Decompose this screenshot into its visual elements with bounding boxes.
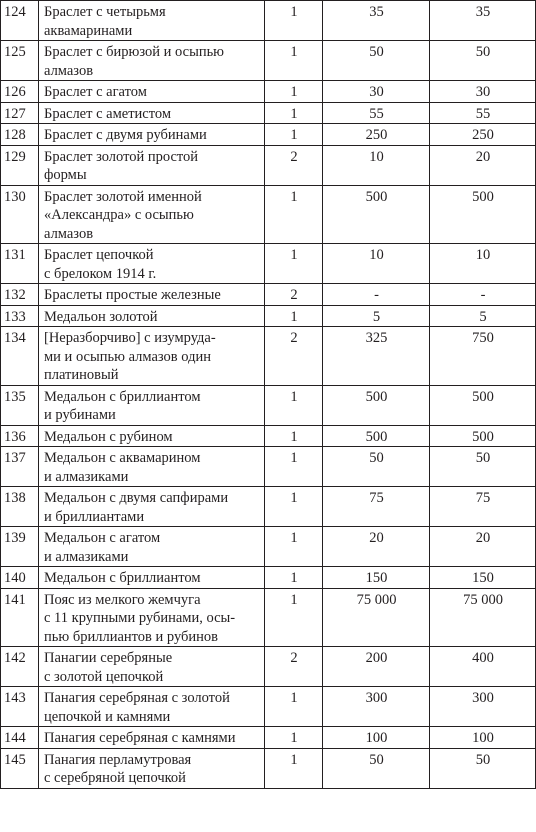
item-number-cell: 133 <box>1 305 39 327</box>
unit-price-cell: 75 <box>323 487 430 527</box>
unit-price-cell: 35 <box>323 1 430 41</box>
quantity-cell: 1 <box>265 527 323 567</box>
quantity-cell: 1 <box>265 447 323 487</box>
quantity-cell: 1 <box>265 748 323 788</box>
quantity-cell: 1 <box>265 385 323 425</box>
unit-price-cell: 50 <box>323 447 430 487</box>
quantity-cell: 1 <box>265 81 323 103</box>
total-price-cell: 300 <box>430 687 536 727</box>
item-number-cell: 124 <box>1 1 39 41</box>
total-price-cell: 50 <box>430 447 536 487</box>
quantity-cell: 1 <box>265 185 323 244</box>
item-name-cell: Пояс из мелкого жемчуга с 11 крупными рубинами, осы- пью бриллиантов и рубинов <box>39 588 265 647</box>
item-number-cell: 132 <box>1 284 39 306</box>
total-price-cell: 500 <box>430 425 536 447</box>
unit-price-cell: 500 <box>323 385 430 425</box>
item-name-cell: Браслет с аметистом <box>39 102 265 124</box>
item-name-cell: Медальон с бриллиантом и рубинами <box>39 385 265 425</box>
item-number-cell: 130 <box>1 185 39 244</box>
unit-price-cell: 150 <box>323 567 430 589</box>
unit-price-cell: 500 <box>323 185 430 244</box>
inventory-table-body <box>1 1 536 789</box>
item-number-cell: 145 <box>1 748 39 788</box>
total-price-cell: 250 <box>430 124 536 146</box>
item-name-cell: Медальон с рубином <box>39 425 265 447</box>
quantity-cell: 1 <box>265 305 323 327</box>
total-price-cell: 5 <box>430 305 536 327</box>
item-number-cell: 141 <box>1 588 39 647</box>
item-name-cell: Медальон золотой <box>39 305 265 327</box>
table-row <box>1 487 536 527</box>
item-name-cell: Медальон с агатом и алмазиками <box>39 527 265 567</box>
unit-price-cell: 50 <box>323 41 430 81</box>
quantity-cell: 1 <box>265 487 323 527</box>
item-name-cell: Панагия серебряная с камнями <box>39 727 265 749</box>
table-row <box>1 447 536 487</box>
unit-price-cell: 325 <box>323 327 430 386</box>
unit-price-cell: 5 <box>323 305 430 327</box>
item-name-cell: Браслет с агатом <box>39 81 265 103</box>
table-row <box>1 687 536 727</box>
total-price-cell: 75 <box>430 487 536 527</box>
total-price-cell: 400 <box>430 647 536 687</box>
item-number-cell: 143 <box>1 687 39 727</box>
quantity-cell: 1 <box>265 425 323 447</box>
quantity-cell: 1 <box>265 102 323 124</box>
item-number-cell: 140 <box>1 567 39 589</box>
quantity-cell: 1 <box>265 588 323 647</box>
total-price-cell: 150 <box>430 567 536 589</box>
table-row <box>1 425 536 447</box>
unit-price-cell: 200 <box>323 647 430 687</box>
item-name-cell: Браслет золотой простой формы <box>39 145 265 185</box>
table-row <box>1 305 536 327</box>
total-price-cell: 10 <box>430 244 536 284</box>
table-row <box>1 385 536 425</box>
total-price-cell: 500 <box>430 385 536 425</box>
table-row <box>1 102 536 124</box>
total-price-cell: 20 <box>430 145 536 185</box>
table-row <box>1 327 536 386</box>
table-row <box>1 284 536 306</box>
table-row <box>1 647 536 687</box>
total-price-cell: - <box>430 284 536 306</box>
item-number-cell: 127 <box>1 102 39 124</box>
total-price-cell: 100 <box>430 727 536 749</box>
item-number-cell: 136 <box>1 425 39 447</box>
unit-price-cell: 55 <box>323 102 430 124</box>
table-row <box>1 81 536 103</box>
quantity-cell: 1 <box>265 567 323 589</box>
item-name-cell: Браслет с бирюзой и осыпью алмазов <box>39 41 265 81</box>
unit-price-cell: 250 <box>323 124 430 146</box>
quantity-cell: 1 <box>265 41 323 81</box>
unit-price-cell: 10 <box>323 145 430 185</box>
quantity-cell: 1 <box>265 244 323 284</box>
unit-price-cell: 75 000 <box>323 588 430 647</box>
item-number-cell: 137 <box>1 447 39 487</box>
item-name-cell: Медальон с бриллиантом <box>39 567 265 589</box>
total-price-cell: 50 <box>430 748 536 788</box>
table-row <box>1 748 536 788</box>
unit-price-cell: 20 <box>323 527 430 567</box>
unit-price-cell: 30 <box>323 81 430 103</box>
table-row <box>1 124 536 146</box>
item-name-cell: Панагия серебряная с золотой цепочкой и камнями <box>39 687 265 727</box>
table-row <box>1 185 536 244</box>
item-number-cell: 125 <box>1 41 39 81</box>
unit-price-cell: 300 <box>323 687 430 727</box>
unit-price-cell: 100 <box>323 727 430 749</box>
total-price-cell: 35 <box>430 1 536 41</box>
item-name-cell: Браслет золотой именной «Александра» с осыпью алмазов <box>39 185 265 244</box>
item-number-cell: 144 <box>1 727 39 749</box>
item-number-cell: 135 <box>1 385 39 425</box>
table-row <box>1 41 536 81</box>
table-row <box>1 588 536 647</box>
item-number-cell: 139 <box>1 527 39 567</box>
item-name-cell: [Неразборчиво] с изумруда- ми и осыпью алмазов один платиновый <box>39 327 265 386</box>
quantity-cell: 1 <box>265 687 323 727</box>
table-row <box>1 244 536 284</box>
item-name-cell: Браслет с двумя рубинами <box>39 124 265 146</box>
unit-price-cell: 500 <box>323 425 430 447</box>
item-number-cell: 134 <box>1 327 39 386</box>
item-number-cell: 142 <box>1 647 39 687</box>
unit-price-cell: - <box>323 284 430 306</box>
quantity-cell: 1 <box>265 124 323 146</box>
item-name-cell: Браслет цепочкой с брелоком 1914 г. <box>39 244 265 284</box>
total-price-cell: 55 <box>430 102 536 124</box>
quantity-cell: 2 <box>265 327 323 386</box>
table-row <box>1 567 536 589</box>
unit-price-cell: 10 <box>323 244 430 284</box>
total-price-cell: 750 <box>430 327 536 386</box>
total-price-cell: 30 <box>430 81 536 103</box>
total-price-cell: 20 <box>430 527 536 567</box>
item-number-cell: 131 <box>1 244 39 284</box>
quantity-cell: 2 <box>265 647 323 687</box>
item-name-cell: Панагия перламутровая с серебряной цепочкой <box>39 748 265 788</box>
quantity-cell: 1 <box>265 727 323 749</box>
item-number-cell: 128 <box>1 124 39 146</box>
table-row <box>1 527 536 567</box>
quantity-cell: 2 <box>265 145 323 185</box>
total-price-cell: 50 <box>430 41 536 81</box>
total-price-cell: 75 000 <box>430 588 536 647</box>
item-number-cell: 126 <box>1 81 39 103</box>
quantity-cell: 1 <box>265 1 323 41</box>
item-name-cell: Браслеты простые железные <box>39 284 265 306</box>
item-name-cell: Медальон с двумя сапфирами и бриллиантами <box>39 487 265 527</box>
table-row <box>1 727 536 749</box>
quantity-cell: 2 <box>265 284 323 306</box>
item-name-cell: Браслет с четырьмя аквамаринами <box>39 1 265 41</box>
table-row <box>1 1 536 41</box>
item-number-cell: 129 <box>1 145 39 185</box>
unit-price-cell: 50 <box>323 748 430 788</box>
item-name-cell: Медальон с аквамарином и алмазиками <box>39 447 265 487</box>
item-name-cell: Панагии серебряные с золотой цепочкой <box>39 647 265 687</box>
total-price-cell: 500 <box>430 185 536 244</box>
table-row <box>1 145 536 185</box>
item-number-cell: 138 <box>1 487 39 527</box>
